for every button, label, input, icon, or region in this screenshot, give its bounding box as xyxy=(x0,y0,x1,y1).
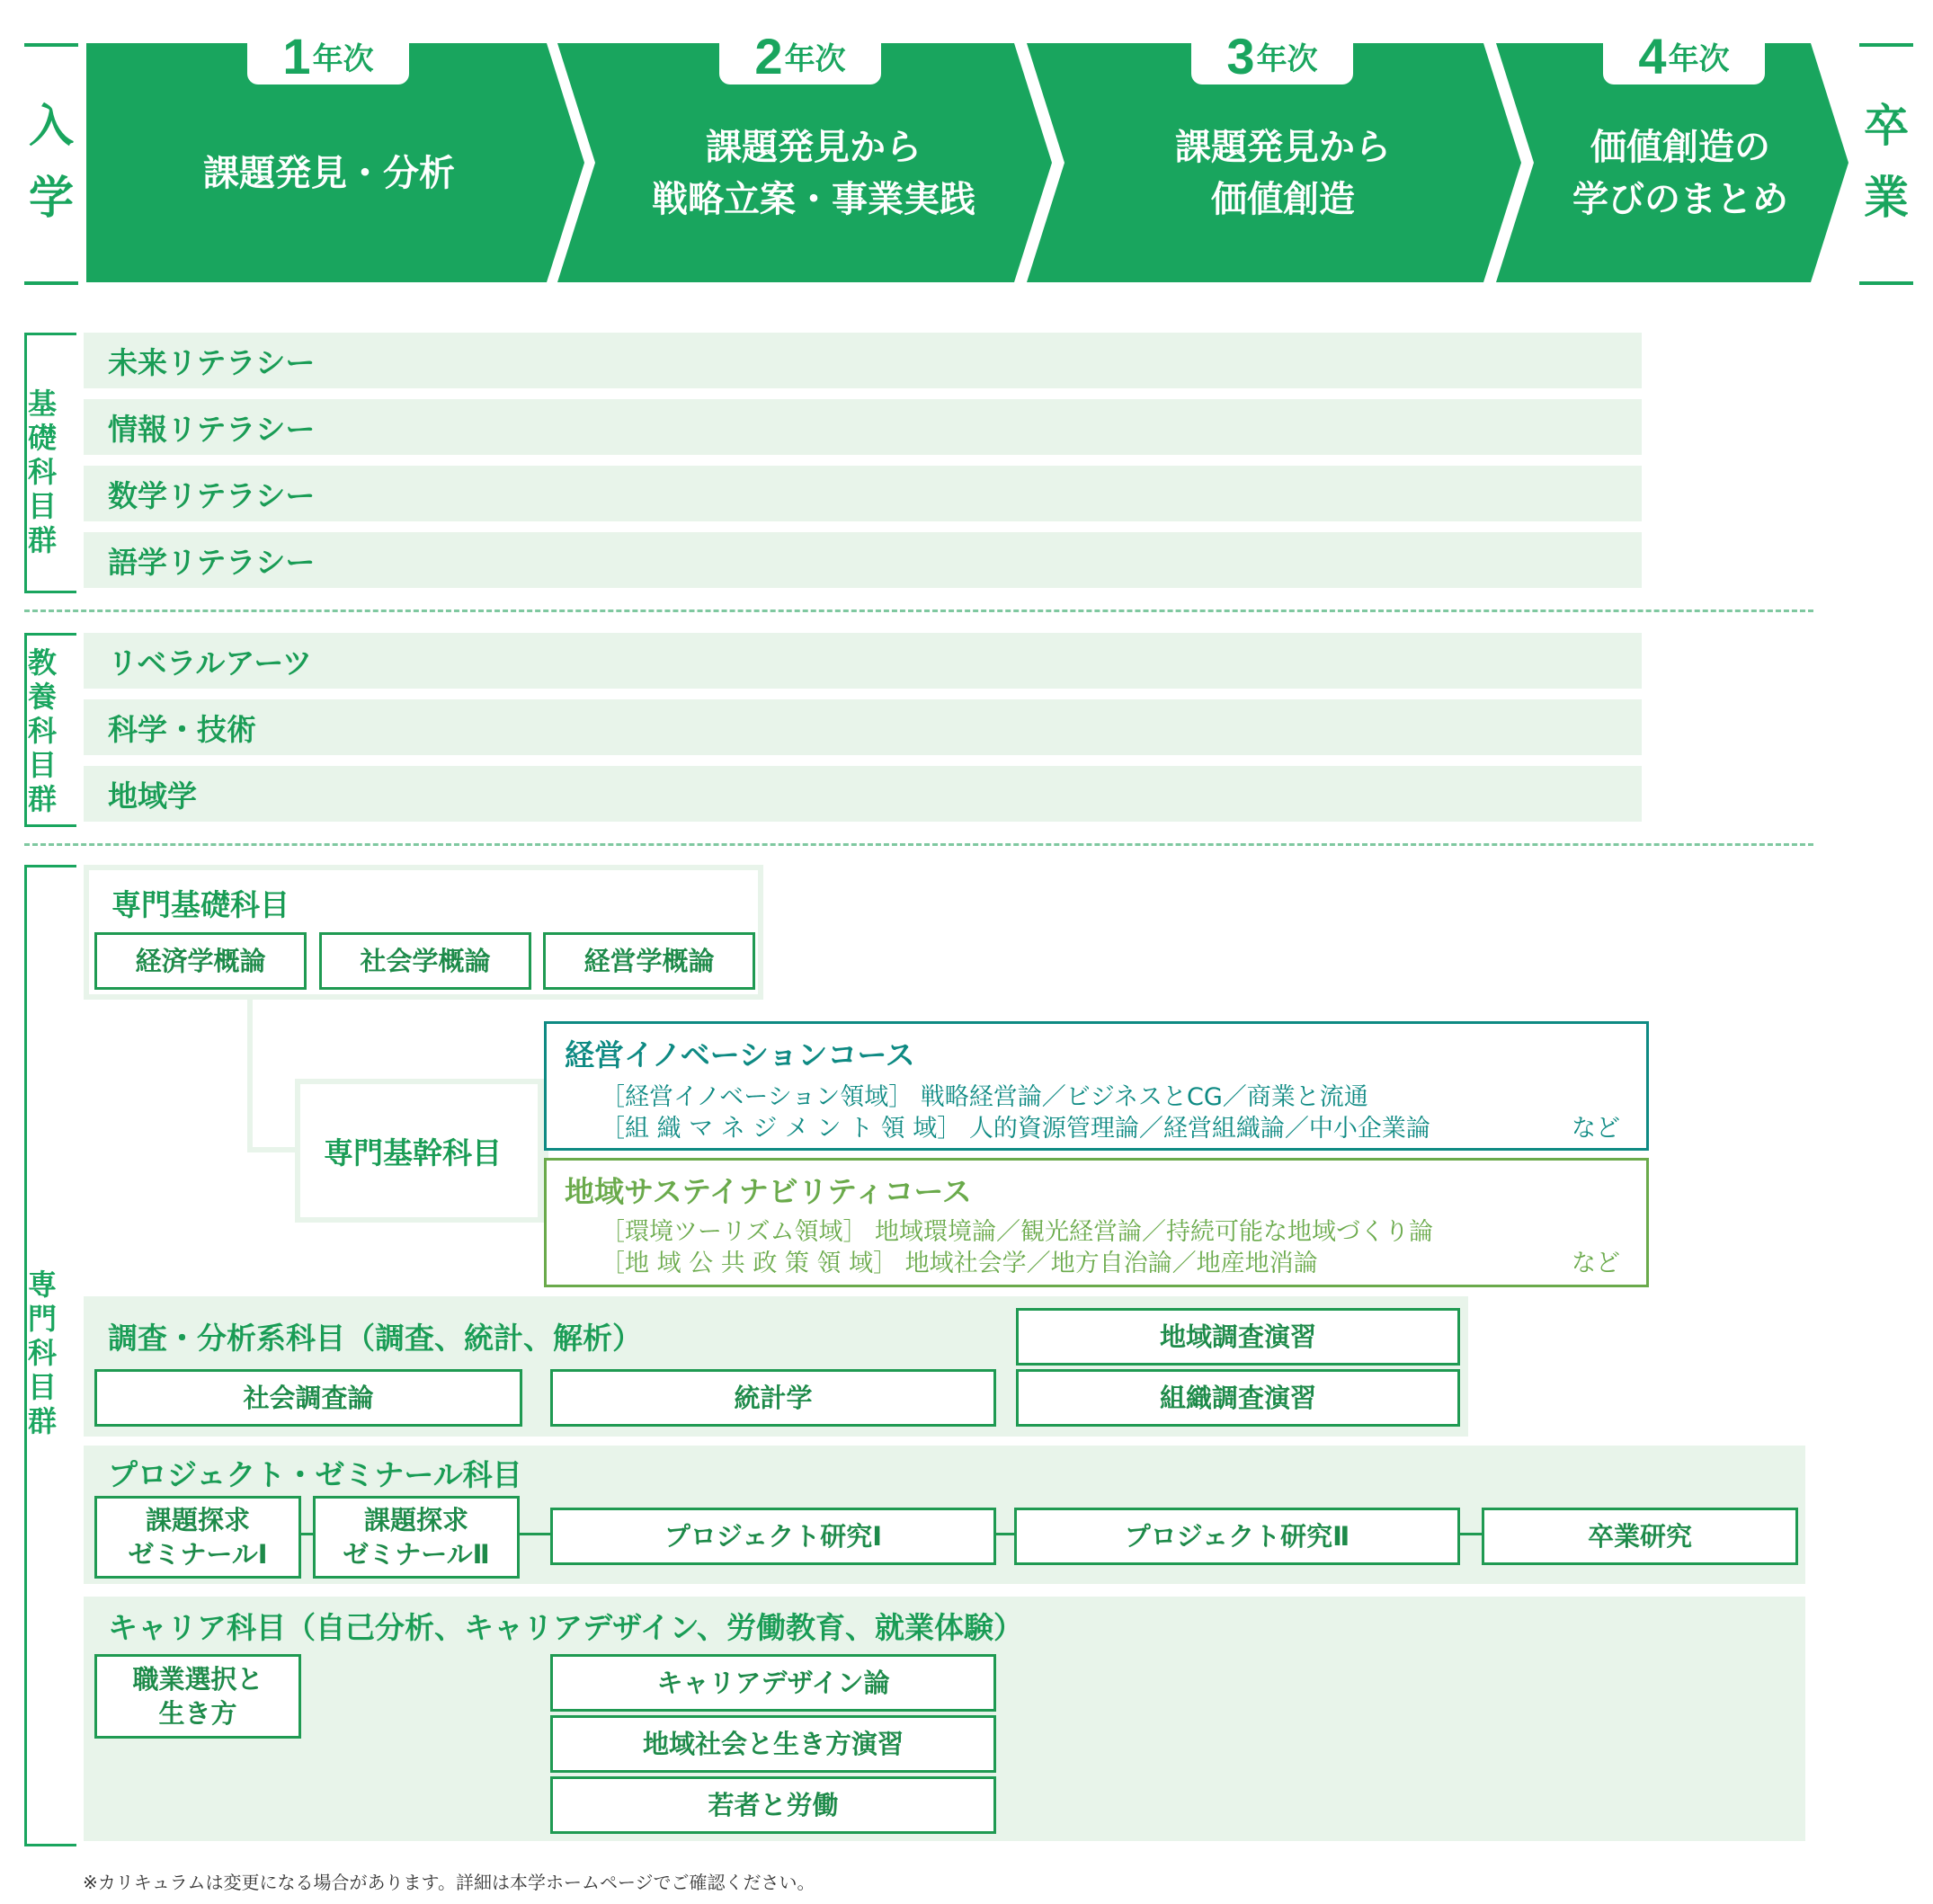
course-domain-line: ［組 織 マ ネ ジ メ ン ト 領 域］ 人的資源管理論／経営組織論／中小企業論 xyxy=(601,1115,1430,1143)
basic-item-label: 未来リテラシー xyxy=(108,344,316,380)
liberal-item-band xyxy=(84,766,1642,822)
career-course-box: キャリアデザイン論 xyxy=(550,1654,996,1712)
graduation-bottom-line xyxy=(1859,281,1913,285)
foundation-course-box: 経営学概論 xyxy=(543,932,755,990)
project-course-box: 課題探求 ゼミナールⅡ xyxy=(313,1496,520,1579)
basic-item-label: 語学リテラシー xyxy=(108,544,316,580)
career-title: キャリア科目（自己分析、キャリアデザイン、労働教育、就業体験） xyxy=(108,1609,1024,1645)
liberal-item-band xyxy=(84,699,1642,755)
course-title: 地域サステイナビリティコース xyxy=(565,1174,972,1209)
stage-2-year-number: 2 xyxy=(754,27,783,85)
vertical-label-char: 養 xyxy=(27,680,57,714)
stage-4-year-number: 4 xyxy=(1638,27,1667,85)
core-bracket xyxy=(530,1079,543,1223)
foundation-course-box: 経済学概論 xyxy=(94,932,307,990)
research-course-box: 地域調査演習 xyxy=(1016,1308,1460,1366)
vertical-label-char: 科 xyxy=(27,455,57,489)
foundation-core-connector xyxy=(247,1147,301,1152)
liberal-item-label: 科学・技術 xyxy=(108,711,256,747)
vertical-label-char: 教 xyxy=(27,645,57,680)
project-course-box: 卒業研究 xyxy=(1482,1508,1798,1565)
stage-2-year-suffix: 年次 xyxy=(784,40,846,77)
stage-1-title: 課題発見・分析 xyxy=(203,153,455,194)
liberal-item-label: 地域学 xyxy=(108,778,197,814)
career-course-box: 若者と労働 xyxy=(550,1776,996,1834)
course-domain-line: ［経営イノベーション領域］ 戦略経営論／ビジネスとCG／商業と流通 xyxy=(601,1083,1368,1111)
research-course-box: 統計学 xyxy=(550,1369,996,1427)
entrance-char-1: 入 xyxy=(29,100,74,152)
vertical-label-char: 目 xyxy=(27,748,57,782)
foundation-core-connector xyxy=(247,1000,253,1152)
stage-3-year-number: 3 xyxy=(1226,27,1255,85)
vertical-label-char: 礎 xyxy=(27,421,57,455)
course-domain-line: ［地 域 公 共 政 策 領 域］ 地域社会学／地方自治論／地産地消論 xyxy=(601,1250,1318,1277)
liberal-item-band xyxy=(84,633,1642,689)
research-title: 調査・分析系科目（調査、統計、解析） xyxy=(108,1320,642,1356)
project-course-box: プロジェクト研究Ⅱ xyxy=(1014,1508,1460,1565)
career-course-box: 職業選択と 生き方 xyxy=(94,1654,301,1739)
vertical-label-char: 目 xyxy=(27,489,57,523)
graduation-char-2: 業 xyxy=(1864,172,1909,224)
career-course-box: 地域社会と生き方演習 xyxy=(550,1715,996,1773)
stage-4-title: 価値創造の 学びのまとめ xyxy=(1572,127,1788,220)
basic-item-band xyxy=(84,466,1642,521)
basic-item-band xyxy=(84,532,1642,588)
graduation-top-line xyxy=(1859,43,1913,47)
stage-2-title: 課題発見から 戦略立案・事業実践 xyxy=(652,127,975,220)
footnote: ※カリキュラムは変更になる場合があります。詳細は本学ホームページでご確認ください。 xyxy=(83,1872,815,1893)
group-divider xyxy=(24,843,1813,846)
stage-1-year-number: 1 xyxy=(282,27,311,85)
project-course-box: プロジェクト研究Ⅰ xyxy=(550,1508,996,1565)
vertical-label-char: 門 xyxy=(27,1302,57,1336)
core-title: 専門基幹科目 xyxy=(324,1134,502,1170)
foundation-title: 専門基礎科目 xyxy=(111,886,290,922)
course-etc: など xyxy=(1572,1250,1620,1277)
basic-item-band xyxy=(84,399,1642,455)
liberal-group-label xyxy=(24,645,60,816)
vertical-label-char: 群 xyxy=(27,523,57,557)
course-etc: など xyxy=(1572,1115,1620,1143)
foundation-course-box: 社会学概論 xyxy=(319,932,531,990)
vertical-label-char: 科 xyxy=(27,714,57,748)
vertical-label-char: 群 xyxy=(27,1404,57,1438)
basic-item-label: 情報リテラシー xyxy=(108,411,316,447)
course-title: 経営イノベーションコース xyxy=(565,1037,915,1072)
basic-item-band xyxy=(84,333,1642,388)
stage-3-year-suffix: 年次 xyxy=(1256,40,1318,77)
vertical-label-char: 目 xyxy=(27,1370,57,1404)
vertical-label-char: 基 xyxy=(27,387,57,421)
graduation-char-1: 卒 xyxy=(1864,100,1909,152)
vertical-label-char: 専 xyxy=(27,1268,57,1302)
project-course-box: 課題探求 ゼミナールⅠ xyxy=(94,1496,301,1579)
project-title: プロジェクト・ゼミナール科目 xyxy=(108,1456,522,1492)
vertical-label-char: 群 xyxy=(27,782,57,816)
course-domain-line: ［環境ツーリズム領域］ 地域環境論／観光経営論／持続可能な地域づくり論 xyxy=(601,1218,1434,1246)
stage-4-year-suffix: 年次 xyxy=(1668,40,1730,77)
basic-item-label: 数学リテラシー xyxy=(108,477,316,513)
stage-3-title: 課題発見から 価値創造 xyxy=(1175,127,1391,220)
graduation-label xyxy=(1859,90,1913,234)
liberal-item-label: リベラルアーツ xyxy=(108,645,313,681)
entrance-char-2: 学 xyxy=(29,172,74,224)
basic-group-label xyxy=(24,387,60,557)
specialized-group-label xyxy=(24,1268,60,1438)
research-course-box: 社会調査論 xyxy=(94,1369,522,1427)
vertical-label-char: 科 xyxy=(27,1336,57,1370)
stage-1-year-suffix: 年次 xyxy=(312,40,374,77)
research-course-box: 組織調査演習 xyxy=(1016,1369,1460,1427)
group-divider xyxy=(24,609,1813,612)
